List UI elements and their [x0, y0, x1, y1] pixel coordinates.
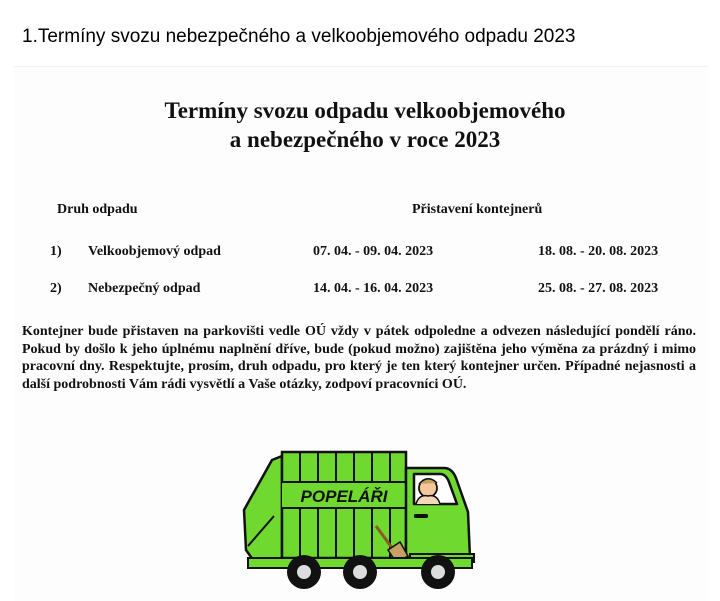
- wheel-icon: [343, 555, 377, 589]
- garbage-truck-icon: [238, 446, 478, 600]
- row-period-2: 18. 08. - 20. 08. 2023: [538, 244, 659, 259]
- wheel-icon: [421, 555, 455, 589]
- info-paragraph: Kontejner bude přistaven na parkovišti vedle OÚ vždy v pátek odpoledne a odvezen následující pondělí ráno. Pokud by došlo k jeho úplnému naplnění dříve, bude (pokud možno) zajištěna jeho výměna za prázdný i mimo pracovní dny. Respektujte, prosím, druh odpadu, pro který je ten který kontejner určen. Případné nejasnosti a další podrobnosti Vám rádi vysvětlí a Vaše otázky, zodpoví pracovníci OÚ.: [22, 324, 696, 392]
- page-heading: 1.Termíny svozu nebezpečného a velkoobjemového odpadu 2023: [22, 26, 576, 47]
- row-period-1: 07. 04. - 09. 04. 2023: [313, 244, 434, 259]
- document-title-line-2: a nebezpečného v roce 2023: [229, 127, 501, 152]
- header-waste-type: Druh odpadu: [57, 202, 138, 217]
- truck-label: POPELÁŘI: [300, 487, 388, 506]
- header-container-placement: Přistavení kontejnerů: [412, 202, 543, 217]
- row-waste-type: Velkoobjemový odpad: [88, 244, 221, 259]
- row-period-2: 25. 08. - 27. 08. 2023: [538, 281, 659, 296]
- wheel-icon: [287, 555, 321, 589]
- row-waste-type: Nebezpečný odpad: [88, 281, 201, 296]
- garbage-truck-illustration: [238, 446, 478, 600]
- row-number: 1): [50, 244, 62, 259]
- row-period-1: 14. 04. - 16. 04. 2023: [313, 281, 434, 296]
- document-title-line-1: Termíny svozu odpadu velkoobjemového: [164, 98, 566, 123]
- row-number: 2): [50, 281, 62, 296]
- document-title: [0, 96, 720, 154]
